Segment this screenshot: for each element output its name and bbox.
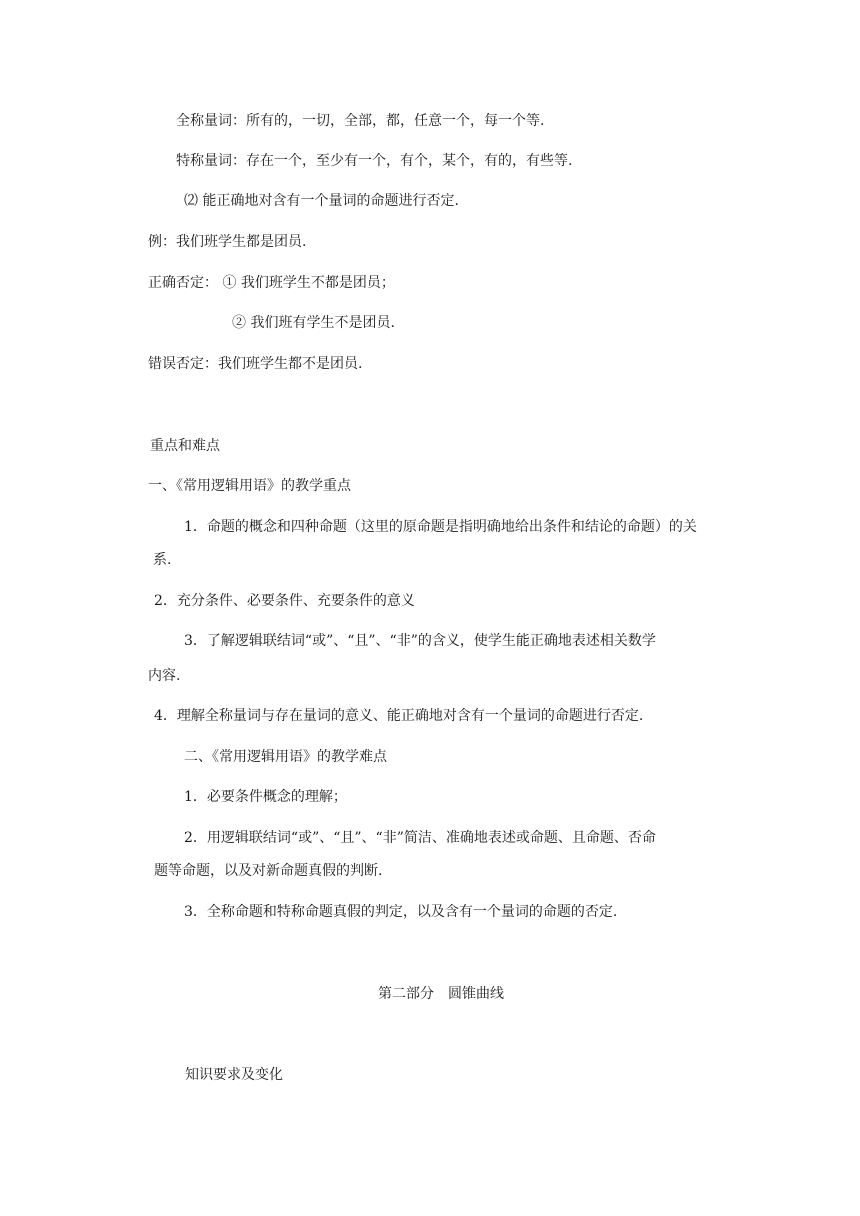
text-line: 1．必要条件概念的理解；: [184, 789, 347, 805]
part-title: 第二部分 圆锥曲线: [378, 986, 504, 1002]
text-line: 2．充分条件、必要条件、充要条件的意义: [154, 593, 415, 609]
text-line: ② 我们班有学生不是团员.: [232, 315, 395, 331]
text-line: ⑵ 能正确地对含有一个量词的命题进行否定.: [184, 193, 459, 209]
text-line: 题等命题，以及对新命题真假的判断.: [154, 863, 383, 879]
text-line: 特称量词：存在一个，至少有一个，有个，某个，有的，有些等.: [176, 153, 573, 169]
section-heading: 一、《常用逻辑用语》的教学重点: [148, 478, 351, 494]
text-line: 4．理解全称量词与存在量词的意义、能正确地对含有一个量词的命题进行否定.: [154, 708, 644, 724]
text-line: 系.: [153, 552, 172, 568]
text-line: 全称量词：所有的，一切，全部，都，任意一个，每一个等.: [176, 113, 545, 129]
text-line: 内容.: [148, 668, 181, 684]
text-line: 2．用逻辑联结词“或”、“且”、“非”简洁、准确地表述或命题、且命题、否命: [184, 830, 656, 846]
section-heading: 重点和难点: [150, 438, 220, 454]
text-line: 1．命题的概念和四种命题（这里的原命题是指明确地给出条件和结论的命题）的关: [184, 519, 697, 535]
section-heading: 知识要求及变化: [185, 1067, 283, 1083]
text-line: 例：我们班学生都是团员.: [148, 234, 307, 250]
text-line: 正确否定： ① 我们班学生不都是团员；: [148, 275, 395, 291]
text-line: 错误否定：我们班学生都不是团员.: [148, 356, 363, 372]
section-heading: 二、《常用逻辑用语》的教学难点: [184, 749, 387, 765]
text-line: 3．全称命题和特称命题真假的判定，以及含有一个量词的命题的否定.: [184, 904, 618, 920]
text-line: 3．了解逻辑联结词“或”、“且”、“非”的含义，使学生能正确地表述相关数学: [184, 633, 656, 649]
